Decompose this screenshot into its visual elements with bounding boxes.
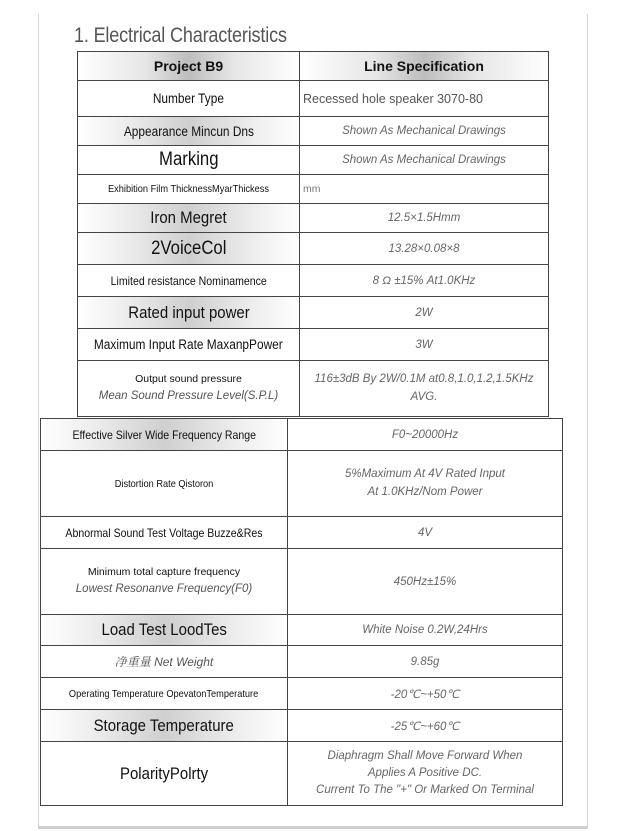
- table-row: [78, 329, 549, 361]
- row-value-line2: AVG.: [410, 390, 438, 403]
- row-value: 450Hz±15%: [288, 549, 563, 615]
- table-row: [78, 297, 549, 329]
- row-label: Load Test LoodTes: [41, 615, 288, 646]
- row-label-main: Minimum total capture frequency: [87, 566, 241, 579]
- spec-table-top: [77, 51, 549, 417]
- row-value: 8 Ω ±15% At1.0KHz: [300, 265, 549, 297]
- row-label-sub: Lowest Resonanve Frequency(F0): [75, 582, 253, 595]
- table-header-row: [78, 52, 549, 81]
- row-value-line1: 5%Maximum At 4V Rated Input: [344, 467, 505, 480]
- row-label: PolarityPolrty: [41, 742, 288, 806]
- row-value-line2: At 1.0KHz/Nom Power: [367, 485, 483, 498]
- row-label: Marking: [78, 146, 300, 175]
- table-row: [41, 451, 563, 517]
- header-project: Project B9: [78, 52, 300, 81]
- row-label: Operating Temperature OpevatonTemperature: [41, 678, 288, 710]
- table-row: [78, 233, 549, 265]
- table-row: [41, 517, 563, 549]
- row-label: Distortion Rate Qistoron: [41, 451, 288, 517]
- row-value: F0~20000Hz: [288, 419, 563, 451]
- table-row: [41, 678, 563, 710]
- bottom-divider: [38, 826, 588, 829]
- row-value: 9.85g: [288, 646, 563, 678]
- section-heading: 1. Electrical Characteristics: [74, 24, 287, 47]
- row-label: Storage Temperature: [41, 710, 288, 742]
- row-value: Shown As Mechanical Drawings: [300, 117, 549, 146]
- row-value-line1: 116±3dB By 2W/0.1M at0.8,1.0,1.2,1.5KHz: [314, 372, 534, 385]
- row-value: [300, 361, 549, 417]
- row-label: Appearance Mincun Dns: [78, 117, 300, 146]
- row-label-sub: Mean Sound Pressure Level(S.P.L): [98, 389, 279, 402]
- table-row: [41, 710, 563, 742]
- table-row: [78, 361, 549, 417]
- row-value: 2W: [300, 297, 549, 329]
- table-row: [78, 117, 549, 146]
- table-row: [78, 81, 549, 117]
- row-label: 2VoiceCol: [78, 233, 300, 265]
- row-label: Abnormal Sound Test Voltage Buzze&Res: [41, 517, 288, 549]
- row-value: 4V: [288, 517, 563, 549]
- row-label: Number Type: [78, 81, 300, 117]
- row-label: Effective Silver Wide Frequency Range: [41, 419, 288, 451]
- row-value: [288, 451, 563, 517]
- row-value: White Noise 0.2W,24Hrs: [288, 615, 563, 646]
- table-row: [78, 146, 549, 175]
- table-row: [78, 265, 549, 297]
- row-label: Maximum Input Rate MaxanpPower: [78, 329, 300, 361]
- row-value: mm: [300, 175, 549, 204]
- row-value-line1: Diaphragm Shall Move Forward When: [327, 750, 523, 763]
- row-value: -20℃~+50℃: [288, 678, 563, 710]
- table-row: [78, 175, 549, 204]
- row-value: 12.5×1.5Hmm: [300, 204, 549, 233]
- table-row: [41, 419, 563, 451]
- row-label: Exhibition Film ThicknessMyarThickess: [78, 175, 300, 204]
- row-value-line3: Current To The "+" Or Marked On Terminal: [316, 783, 534, 796]
- spec-table-bottom: [40, 418, 563, 806]
- row-label: [78, 361, 300, 417]
- row-value: 3W: [300, 329, 549, 361]
- row-value: Recessed hole speaker 3070-80: [300, 81, 549, 117]
- row-value: [288, 742, 563, 806]
- row-label: 净重量 Net Weight: [41, 646, 288, 678]
- table-row: [41, 549, 563, 615]
- row-value-line2: Applies A Positive DC.: [367, 767, 483, 780]
- row-label-main: Output sound pressure: [135, 373, 242, 386]
- table-row: [41, 742, 563, 806]
- table-row: [78, 204, 549, 233]
- row-label: [41, 549, 288, 615]
- table-row: [41, 646, 563, 678]
- row-value: -25℃~+60℃: [288, 710, 563, 742]
- row-label: Limited resistance Nominamence: [78, 265, 300, 297]
- row-value: Shown As Mechanical Drawings: [300, 146, 549, 175]
- row-label: Rated input power: [78, 297, 300, 329]
- header-line-spec: Line Specification: [300, 52, 549, 81]
- table-row: [41, 615, 563, 646]
- row-value: 13.28×0.08×8: [300, 233, 549, 265]
- row-label: Iron Megret: [78, 204, 300, 233]
